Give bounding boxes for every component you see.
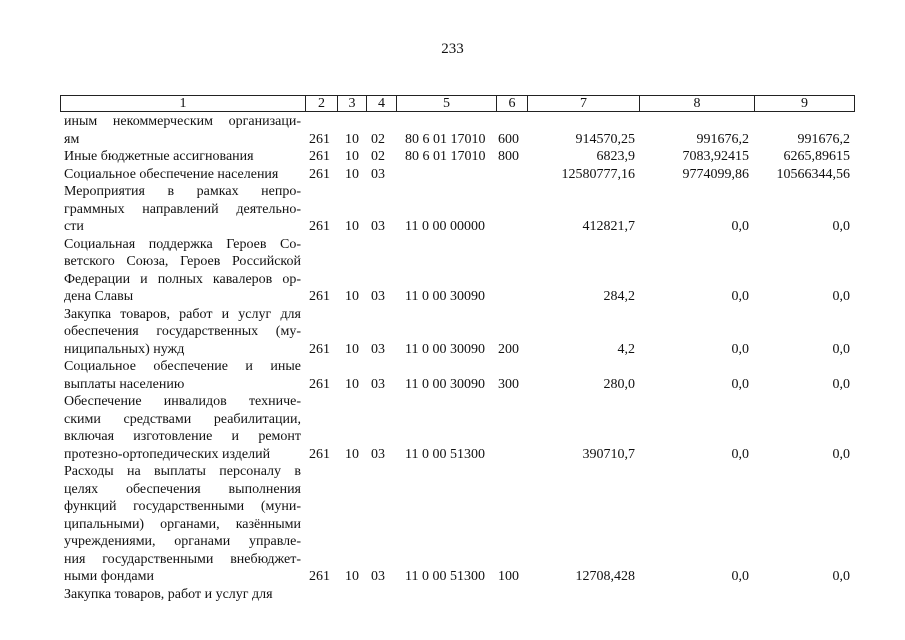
amount-col-7: 284,2 xyxy=(603,289,635,304)
table-row xyxy=(0,236,905,306)
row-description xyxy=(64,166,301,184)
code-sub: 03 xyxy=(371,289,385,304)
code-rzd: 261 xyxy=(309,166,330,182)
code-csr: 80 6 01 17010 xyxy=(405,149,486,164)
table-row xyxy=(0,113,905,148)
amount-col-7: 12708,428 xyxy=(575,569,635,584)
amount-col-9: 0,0 xyxy=(832,376,850,392)
code-rzd: 261 xyxy=(309,376,330,392)
description-line: скими средствами реабилитации, xyxy=(64,411,301,427)
table-row xyxy=(0,586,905,604)
code-pr: 10 xyxy=(345,149,359,164)
code-pr: 10 xyxy=(345,219,359,234)
header-col-9: 9 xyxy=(755,95,855,112)
code-pr: 10 xyxy=(345,289,359,304)
amount-col-8: 0,0 xyxy=(731,446,749,462)
header-col-7: 7 xyxy=(528,95,640,112)
code-rzd: 261 xyxy=(309,341,330,357)
description-line: Социальная поддержка Героев Со- xyxy=(64,236,301,252)
description-line: Социальное обеспечение и иные xyxy=(64,359,301,374)
header-col-2: 2 xyxy=(306,95,338,112)
description-line: целях обеспечения выполнения xyxy=(64,481,301,497)
description-line: дена Славы xyxy=(64,289,134,304)
amount-col-9: 10566344,56 xyxy=(776,166,850,182)
description-line: ными фондами xyxy=(64,569,155,584)
amount-col-8: 9774099,86 xyxy=(682,166,749,182)
row-description xyxy=(64,236,301,306)
description-line: ям xyxy=(64,131,80,147)
description-line: иным некоммерческим организаци- xyxy=(64,114,301,129)
description-line: обеспечения государственных (му- xyxy=(64,324,301,339)
header-col-1: 1 xyxy=(60,95,306,112)
amount-col-9: 6265,89615 xyxy=(783,149,850,164)
row-description xyxy=(64,148,301,166)
code-sub: 03 xyxy=(371,376,385,392)
description-line: ния государственными внебюджет- xyxy=(64,551,301,567)
code-sub: 03 xyxy=(371,446,385,462)
description-line: Социальное обеспечение населения xyxy=(64,166,279,182)
code-csr: 11 0 00 00000 xyxy=(405,219,485,234)
code-pr: 10 xyxy=(345,341,359,357)
code-rzd: 261 xyxy=(309,569,330,584)
code-pr: 10 xyxy=(345,446,359,462)
code-rzd: 261 xyxy=(309,289,330,304)
description-line: сти xyxy=(64,219,84,234)
code-csr: 80 6 01 17010 xyxy=(405,131,486,147)
description-line: граммных направлений деятельно- xyxy=(64,201,301,217)
amount-col-8: 0,0 xyxy=(731,376,749,392)
header-col-3: 3 xyxy=(338,95,367,112)
code-csr: 11 0 00 30090 xyxy=(405,289,485,304)
amount-col-8: 0,0 xyxy=(731,569,749,584)
description-line: ниципальных) нужд xyxy=(64,341,185,357)
row-description xyxy=(64,306,301,359)
description-line: протезно-ортопедических изделий xyxy=(64,446,271,462)
header-col-5: 5 xyxy=(397,95,497,112)
amount-col-8: 991676,2 xyxy=(696,131,749,147)
description-line: Закупка товаров, работ и услуг для xyxy=(64,586,273,602)
description-line: ветского Союза, Героев Российской xyxy=(64,254,301,269)
code-pr: 10 xyxy=(345,131,359,147)
description-line: Закупка товаров, работ и услуг для xyxy=(64,306,301,322)
code-rzd: 261 xyxy=(309,446,330,462)
description-line: ципальными) органами, казёнными xyxy=(64,516,301,532)
code-pr: 10 xyxy=(345,569,359,584)
table-row xyxy=(0,183,905,236)
code-vr: 800 xyxy=(498,149,519,164)
row-description xyxy=(64,463,301,586)
header-col-6: 6 xyxy=(497,95,528,112)
description-line: Иные бюджетные ассигнования xyxy=(64,149,254,164)
amount-col-8: 0,0 xyxy=(731,219,749,234)
row-description xyxy=(64,113,301,148)
code-sub: 03 xyxy=(371,341,385,357)
code-rzd: 261 xyxy=(309,149,330,164)
code-vr: 200 xyxy=(498,341,519,357)
code-pr: 10 xyxy=(345,376,359,392)
description-line: Мероприятия в рамках непро- xyxy=(64,184,301,199)
row-description xyxy=(64,183,301,236)
table-row xyxy=(0,358,905,393)
amount-col-7: 914570,25 xyxy=(575,131,635,147)
table-row xyxy=(0,148,905,166)
code-vr: 300 xyxy=(498,376,519,392)
code-rzd: 261 xyxy=(309,219,330,234)
description-line: включая изготовление и ремонт xyxy=(64,429,301,444)
amount-col-9: 0,0 xyxy=(832,289,850,304)
amount-col-9: 0,0 xyxy=(832,341,850,357)
amount-col-9: 0,0 xyxy=(832,219,850,234)
amount-col-8: 7083,92415 xyxy=(682,149,749,164)
amount-col-7: 390710,7 xyxy=(582,446,635,462)
row-description xyxy=(64,586,301,604)
code-sub: 03 xyxy=(371,166,385,182)
header-col-8: 8 xyxy=(640,95,755,112)
amount-col-9: 991676,2 xyxy=(797,131,850,147)
amount-col-7: 280,0 xyxy=(603,376,635,392)
row-description xyxy=(64,393,301,463)
code-sub: 03 xyxy=(371,569,385,584)
code-pr: 10 xyxy=(345,166,359,182)
header-col-4: 4 xyxy=(367,95,397,112)
table-row xyxy=(0,166,905,184)
description-line: Федерации и полных кавалеров ор- xyxy=(64,271,301,287)
amount-col-7: 412821,7 xyxy=(582,219,635,234)
amount-col-7: 4,2 xyxy=(617,341,635,357)
code-sub: 02 xyxy=(371,149,385,164)
amount-col-9: 0,0 xyxy=(832,569,850,584)
code-sub: 03 xyxy=(371,219,385,234)
code-vr: 100 xyxy=(498,569,519,584)
code-csr: 11 0 00 30090 xyxy=(405,376,485,392)
description-line: выплаты населению xyxy=(64,376,185,392)
amount-col-7: 6823,9 xyxy=(596,149,635,164)
amount-col-8: 0,0 xyxy=(731,341,749,357)
table-row xyxy=(0,306,905,359)
description-line: Расходы на выплаты персоналу в xyxy=(64,464,301,479)
amount-col-9: 0,0 xyxy=(832,446,850,462)
code-csr: 11 0 00 51300 xyxy=(405,569,485,584)
code-csr: 11 0 00 30090 xyxy=(405,341,485,357)
page-number: 233 xyxy=(441,41,464,57)
row-description xyxy=(64,358,301,393)
table-row xyxy=(0,463,905,586)
code-vr: 600 xyxy=(498,131,519,147)
description-line: функций государственными (муни- xyxy=(64,499,301,514)
amount-col-7: 12580777,16 xyxy=(561,166,635,182)
description-line: Обеспечение инвалидов техниче- xyxy=(64,394,301,409)
table-row xyxy=(0,393,905,463)
description-line: учреждениями, органами управле- xyxy=(64,534,301,549)
table-body xyxy=(0,113,905,603)
code-sub: 02 xyxy=(371,131,385,147)
amount-col-8: 0,0 xyxy=(731,289,749,304)
code-rzd: 261 xyxy=(309,131,330,147)
code-csr: 11 0 00 51300 xyxy=(405,446,485,462)
